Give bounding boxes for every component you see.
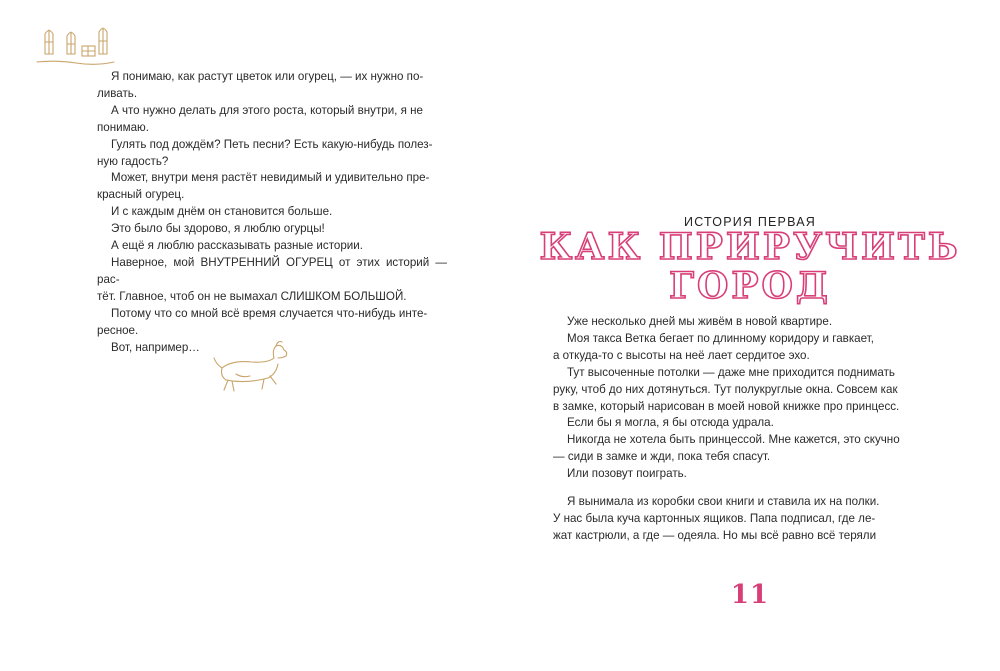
paragraph: Я вынимала из коробки свои книги и ставила их на полки. У нас была куча картонных ящиков. Папа подписал, где ле- жат кастрюли, а где — одеяла. Но мы всё равно всё теряли	[553, 495, 880, 542]
page-number: 11	[730, 580, 770, 610]
right-page-text	[553, 314, 905, 483]
paragraph: И с каждым днём он становится больше.	[111, 205, 333, 219]
story-title	[500, 228, 1000, 306]
story-label: ИСТОРИЯ ПЕРВАЯ	[684, 215, 816, 229]
dachshund-sketch-icon	[212, 338, 292, 398]
paragraph: Может, внутри меня растёт невидимый и удивительно пре- красный огурец.	[97, 171, 430, 202]
paragraph: Тут высоченные потолки — даже мне приходится поднимать руку, чтоб до них дотянуться. Тут полукруглые окна. Совсем как в замке, который нарисован в моей новой книжке про принцесс.	[553, 365, 900, 413]
paragraph: Это было бы здорово, я люблю огурцы!	[111, 222, 325, 236]
paragraph: Моя такса Ветка бегает по длинному коридору и гавкает, а откуда-то с высоты на неё лает сердитое эхо.	[553, 331, 874, 362]
paragraph: А ещё я люблю рассказывать разные истории.	[111, 239, 363, 253]
paragraph: Уже несколько дней мы живём в новой квартире.	[567, 315, 833, 328]
left-page-text	[97, 69, 447, 356]
paragraph: Гулять под дождём? Петь песни? Есть какую-нибудь полез- ную гадость?	[97, 137, 433, 168]
right-page-text-second	[553, 494, 905, 545]
paragraph: Вот, например…	[111, 340, 200, 354]
paragraph: Или позовут поиграть.	[567, 467, 687, 481]
paragraph: Наверное, мой ВНУТРЕННИЙ ОГУРЕЦ от этих историй — рас- тёт. Главное, чтоб он не вымахал СЛИШКОМ БОЛЬШОЙ.	[97, 255, 447, 303]
paragraph: Потому что со мной всё время случается что-нибудь инте- ресное.	[97, 306, 428, 337]
paragraph: Если бы я могла, я бы отсюда удрала.	[567, 416, 774, 430]
paragraph: Никогда не хотела быть принцессой. Мне кажется, это скучно — сиди в замке и жди, пока тебя спасут.	[553, 433, 900, 464]
story-title-line: КАК ПРИРУЧИТЬ	[539, 226, 961, 268]
right-page	[500, 0, 1000, 671]
paragraph: Я понимаю, как растут цветок или огурец, — их нужно по- ливать.	[97, 70, 424, 100]
story-title-line: ГОРОД	[669, 265, 831, 307]
window-sketch-icon	[36, 22, 116, 68]
paragraph: А что нужно делать для этого роста, который внутри, я не понимаю.	[97, 103, 423, 134]
